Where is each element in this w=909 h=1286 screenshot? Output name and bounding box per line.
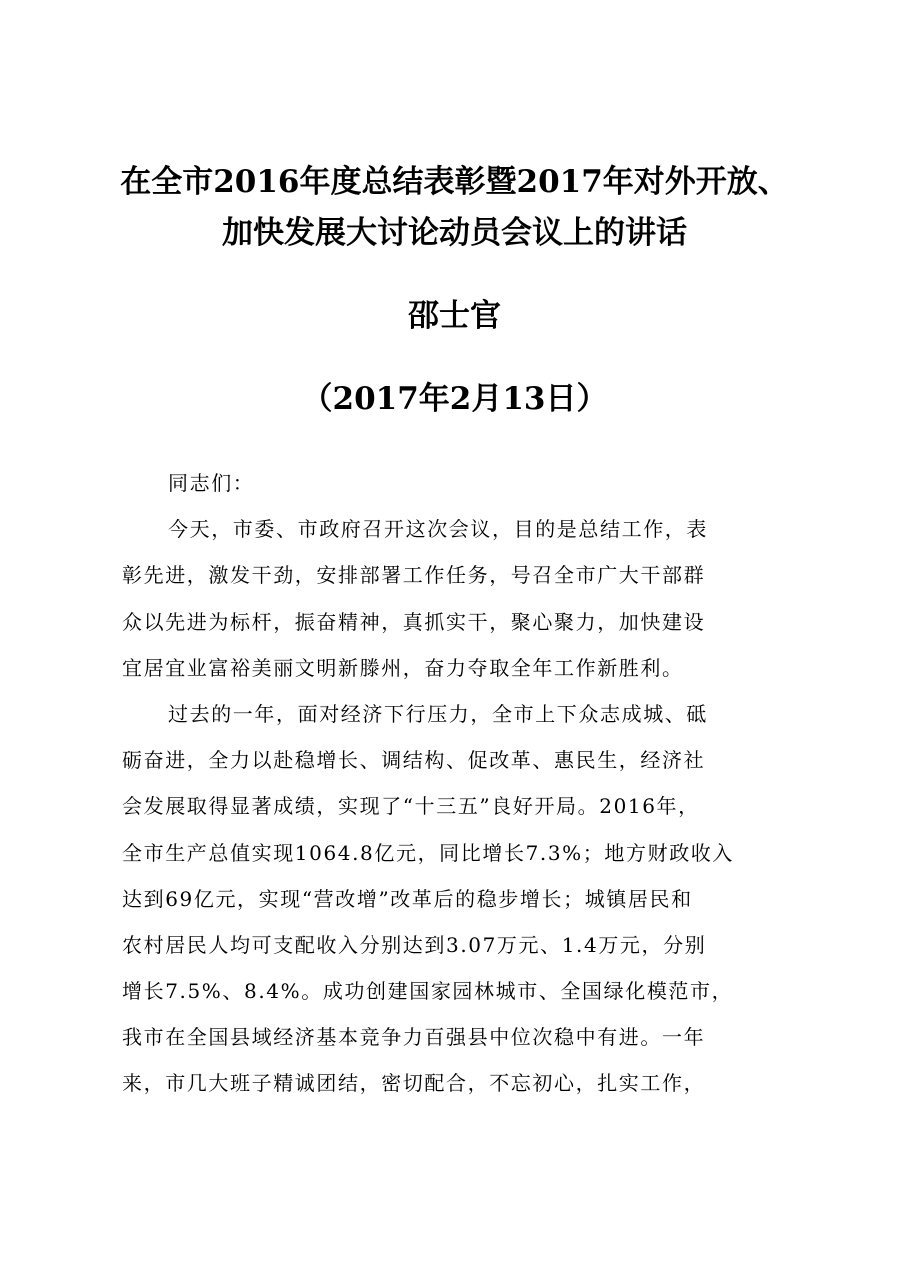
- speech-body: [122, 460, 802, 1107]
- author-name: 邵士官: [408, 298, 501, 334]
- paragraph-1-line: 彰先进，激发干劲，安排部署工作任务，号召全市广大干部群: [122, 563, 706, 588]
- paragraph-2-line: 砺奋进，全力以赴稳增长、调结构、促改革、惠民生，经济社: [122, 748, 706, 773]
- paragraph-2-line: 会发展取得显著成绩，实现了“十三五”良好开局。2016年，: [122, 794, 700, 819]
- title-line-1: 在全市2016年度总结表彰暨2017年对外开放、: [120, 164, 789, 200]
- paragraph-2-line: 全市生产总值实现1064.8亿元，同比增长7.3%；地方财政收入: [122, 840, 734, 865]
- paragraph-2-line: 我市在全国县域经济基本竞争力百强县中位次稳中有进。一年: [122, 1025, 706, 1050]
- paragraph-2-line: 增长7.5%、8.4%。成功创建国家园林城市、全国绿化模范市，: [122, 979, 734, 1004]
- salutation: 同志们：: [168, 471, 255, 495]
- paragraph-1-line: 今天，市委、市政府召开这次会议，目的是总结工作，表: [168, 517, 708, 542]
- title-line-2: 加快发展大讨论动员会议上的讲话: [222, 215, 687, 251]
- paragraph-1-line: 众以先进为标杆，振奋精神，真抓实干，聚心聚力，加快建设: [122, 609, 706, 634]
- paragraph-2-line: 达到69亿元，实现“营改增”改革后的稳步增长；城镇居民和: [122, 886, 693, 911]
- paragraph-1-line: 宜居宜业富裕美丽文明新滕州，奋力夺取全年工作新胜利。: [122, 655, 684, 680]
- paragraph-2-line: 农村居民人均可支配收入分别达到3.07万元、1.4万元，分别: [122, 932, 707, 957]
- paragraph-2-line: 过去的一年，面对经济下行压力，全市上下众志成城、砥: [168, 701, 708, 726]
- paragraph-2-line: 来，市几大班子精诚团结，密切配合，不忘初心，扎实工作，: [122, 1071, 706, 1096]
- speech-date: （2017年2月13日）: [301, 381, 608, 417]
